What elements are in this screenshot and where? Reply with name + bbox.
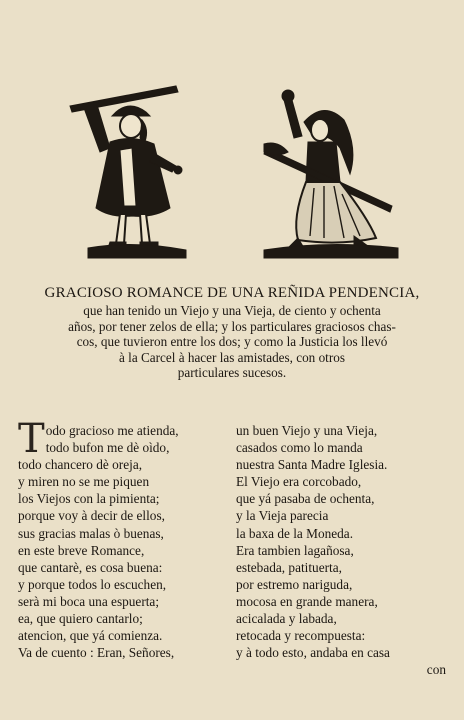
romance-title: GRACIOSO ROMANCE DE UNA REÑIDA PENDENCIA, <box>44 285 420 301</box>
verse-line: todo chancero dè oreja, <box>18 457 143 473</box>
verse-line: ea, que quiero cantarlo; <box>18 611 143 627</box>
verse-line: en este breve Romance, <box>18 542 145 558</box>
verse-line: serà mi boca una espuerta; <box>18 593 160 609</box>
verse-line: porque voy à decir de ellos, <box>18 508 165 524</box>
verse-line: mocosa en grande manera, <box>236 593 378 609</box>
verse-line: retocada y recompuesta: <box>236 628 366 644</box>
verse-line: que yá pasaba de ochenta, <box>236 491 375 507</box>
verse-line: atencion, que yá comienza. <box>18 628 163 644</box>
subtitle-last-line: particulares sucesos. <box>177 365 287 381</box>
verse-line: y porque todos lo escuchen, <box>18 576 167 592</box>
verse-line: casados como lo manda <box>236 440 363 456</box>
verse-line: Era tambien lagañosa, <box>236 542 354 558</box>
verse-line: y à todo esto, andaba en casa <box>236 645 390 661</box>
verse-line: la baxa de la Moneda. <box>236 525 354 541</box>
verse-line: un buen Viejo y una Vieja, <box>236 423 378 438</box>
verse-column-left <box>18 416 223 661</box>
verse-line: El Viejo era corcobado, <box>236 474 362 490</box>
subtitle-line: años, por tener zelos de ella; y los particulares graciosos chas- <box>68 318 396 334</box>
verse-line: odo gracioso me atienda, <box>45 423 179 438</box>
subtitle-line: à la Carcel à hacer las amistades, con otros <box>119 349 345 365</box>
verse-line: sus gracias malas ò buenas, <box>18 525 164 541</box>
subtitle-line: cos, que tuvieron entre los dos; y como la Justicia los llevó <box>76 334 388 350</box>
verse-line: nuestra Santa Madre Iglesia. <box>236 457 388 473</box>
old-man-woodcut-illustration <box>58 78 208 264</box>
verse-line: todo bufon me dè oìdo, <box>45 440 170 456</box>
verse-line: estebada, patituerta, <box>236 559 342 575</box>
catchword: con <box>426 662 446 678</box>
romance-subtitle <box>20 303 444 365</box>
verse-column-right <box>236 422 446 678</box>
verse-line: los Viejos con la pimienta; <box>18 491 160 507</box>
verse-line: y la Vieja parecia <box>236 508 329 524</box>
title-block <box>14 284 450 381</box>
verse-line: acicalada y labada, <box>236 611 337 627</box>
old-woman-woodcut-illustration <box>258 78 408 264</box>
verse-line: y miren no se me piquen <box>18 474 150 490</box>
drop-cap: T <box>18 416 45 462</box>
subtitle-line: que han tenido un Viejo y una Vieja, de ciento y ochenta <box>83 303 381 318</box>
verse-line: que cantarè, es cosa buena: <box>18 559 163 575</box>
verse-line: Va de cuento : Eran, Señores, <box>18 645 175 661</box>
verse-line: por estremo nariguda, <box>236 576 353 592</box>
